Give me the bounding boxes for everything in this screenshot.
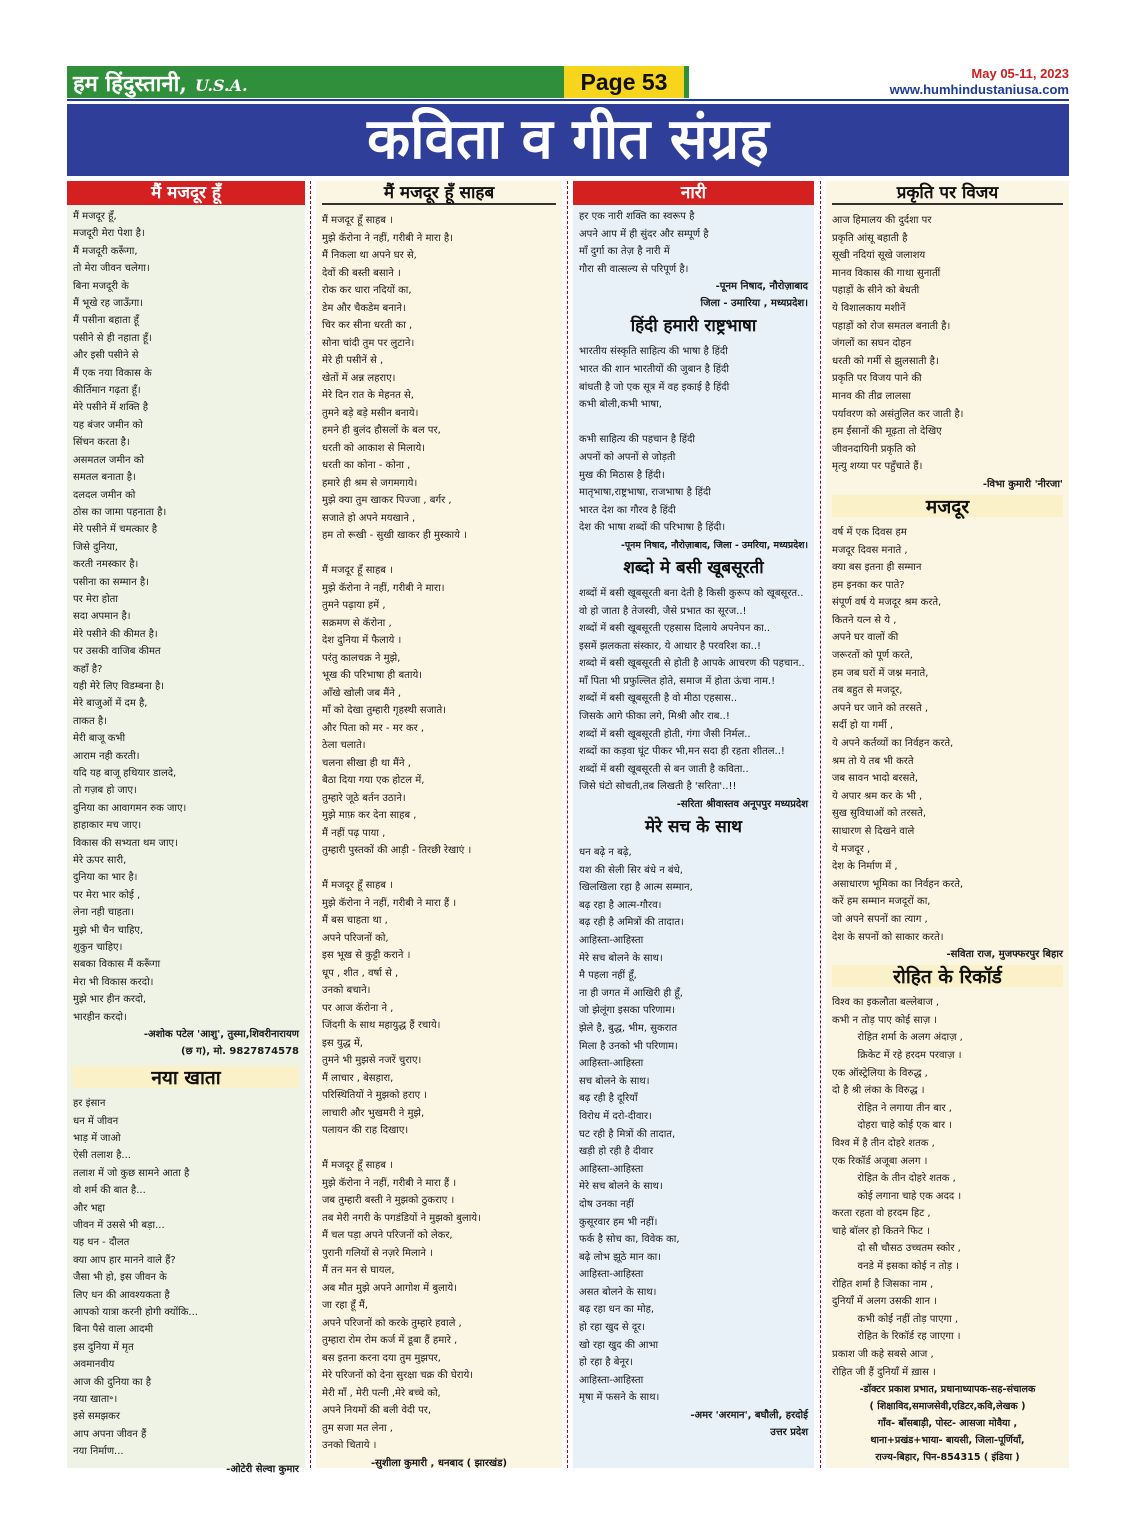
poem-title: शब्दो मे बसी खूबसूरती: [579, 556, 808, 578]
column-1: [67, 181, 305, 1475]
column-divider: [567, 181, 568, 1468]
poem-byline: -ओटेरी सेल्वा कुमार: [226, 1463, 299, 1475]
publication-usa: U.S.A.: [194, 76, 248, 95]
poem-text: विश्व का इकलौता बल्लेबाज , कभी न तोड़ पाए कोई साज़ । रोहित शर्मा के अलग अंदाज़ , क्रिकेट में रहे हरदम परवाज़ । एक ऑस्ट्रेलिया के विरुद्ध , दो है श्री लंका के विरुद्ध । रोहित ने लगाया तीन बार , दोहरा चाहे कोई एक बार । विश्व में है तीन दोहरे शतक , एक रिकॉर्ड अजूबा अलग । रोहित के तीन दोहरे शतक , कोई लगाना चाहे एक अदद । करता रहता वो हरदम हिट , चाहे बॉलर हो कितने फिट । दो सौ चौसठ उच्चतम स्कोर , वनडे में इसका कोई न तोड़ । रोहित शर्मा है जिसका नाम , दुनियाँ में अलग उसकी शान । कभी कोई नहीं तोड़ पाएगा , रोहित के रिकॉर्ड रह जाएगा । प्रकाश जी कहे सबसे आज , रोहित जी हैं दुनियाँ में ख़ास ।: [832, 997, 963, 1378]
poem-byline: -विभा कुमारी 'नीरजा': [982, 478, 1063, 490]
poem-title: नया खाता: [73, 1066, 299, 1088]
column-4: [826, 181, 1069, 1468]
page-number: Page 53: [564, 66, 684, 98]
poem-text: वर्ष में एक दिवस हम मजदूर दिवस मनाते , क्या बस इतना ही सम्मान हम इनका कर पाते? संपूर्ण वर्ष ये मजदूर श्रम करते, कितने यत्न से ये , अपने घर वालों की जरूरतों को पूर्ण करते, हम जब घरों में जश्न मनाते, तब बहुत से मजदूर, अपने घर जाने को तरसते , सर्दी हो या गर्मी , ये अपने कर्तव्यों का निर्वहन करते, श्रम तो ये तब भी करते जब सावन भादो बरसते, ये अपार श्रम कर के भी , सुख सुविधाओं को तरसते, साधारण से दिखने वाले ये मजदूर , देश के निर्माण में , असाधारण भूमिका का निर्वहन करते, करें हम सम्मान मजदूरों का, जो अपने सपनों का त्याग , देश के सपनों को साकार करते।: [832, 526, 964, 943]
poem-text: मैं मजदूर हूँ, मजदूरी मेरा पेशा है। मैं मजदूरी करूँगा, तो मेरा जीवन चलेगा। बिना मजदूरी के मैं भूखे रह जाऊँगा। मैं पसीना बहाता हूँ पसीने से ही नहाता हूँ। और इसी पसीने से मैं एक नया विकास के कीर्तिमान गढ़ता हूँ। मेरे पसीने में शक्ति है यह बंजर जमीन को सिंचन करता है। असमतल जमीन को समतल बनाता है। दलदल जमीन को ठोस का जामा पहनाता है। मेरे पसीने में चमत्कार है जिसे दुनिया, करती नमस्कार है। पसीना का सम्मान है। पर मेरा होता सदा अपमान है। मेरे पसीने की कीमत है। पर उसकी वाजिब कीमत कहाँ है? यही मेरे लिए विडम्बना है। मेरे बाजुओं में दम है, ताकत है। मेरी बाजू कभी आराम नही करती। यदि यह बाजू हथियार डालदे, तो गज़ब हो जाए। दुनिया का आवागमन रुक जाए। हाहाकार मच जाए। विकास की सभ्यता थम जाए। मेरे ऊपर सारी, दुनिया का भार है। पर मेरा भार कोई , लेना नही चाहता। मुझे भी चैन चाहिए, शुकुन चाहिए। सबका विकास मैं करूँगा मेरा भी विकास करदो। मुझे भार हीन करदो, भारहीन करदो।: [73, 211, 187, 1023]
website-link[interactable]: www.humhindustaniusa.com: [889, 82, 1069, 97]
masthead-bar: [67, 66, 689, 98]
poem-text: धन बढ़े न बढ़े, यश की सेली सिर बंधे न बंधे, खिलखिला रहा है आत्म सम्मान, बढ़ रहा है आत्म-गौरव। बढ़ रही है अमित्रों की तादात। आहिस्ता-आहिस्ता मेरे सच बोलने के साथ। मै पहला नहीं हूँ, ना ही जगत में आखिरी ही हूँ, जो झेलूंगा इसका परिणाम। झेले है, बुद्ध, भीम, सुकरात मिला है उनको भी परिणाम। आहिस्ता-आहिस्ता सच बोलने के साथ। बढ़ रही है दूरियाँ विरोध में दरो-दीवार। घट रही है मित्रों की तादात, खड़ी हो रही है दीवार आहिस्ता-आहिस्ता मेरे सच बोलने के साथ। दोष उनका नहीं कुसूरवार हम भी नहीं। फर्क है सोच का, विवेक का, बढ़े लोभ झूठे मान का। आहिस्ता-आहिस्ता असत बोलने के साथ। बढ़ रहा धन का मोह, हो रहा खुद से दूर। खो रहा खुद की आभा हो रहा है बेनूर। आहिस्ता-आहिस्ता मृषा में फसने के साथ।: [579, 847, 693, 1404]
poem-title: मेरे सच के साथ: [579, 815, 808, 837]
poem-title: हिंदी हमारी राष्ट्रभाषा: [579, 314, 808, 336]
poem-text: शब्दों में बसी खूबसूरती बना देती है किसी कुरूप को खूबसूरत.. वो हो जाता है तेजस्वी, जैसे प्रभात का सूरज..! शब्दों में बसी खूबसूरती एहसास दिलाये अपनेपन का.. इसमें झलकता संस्कार, ये आधार है परवरिश का..! शब्दो में बसी खूबसूरती से होती है आपके आचरण की पहचान.. माँ पिता भी प्रफुल्लित होते, समाज में होता ऊंचा नाम.! शब्दों में बसी खूबसूरती है वो मीठा एहसास.. जिसके आगे फीका लगे, मिश्री और राब..! शब्दों में बसी खूबसूरती होती, गंगा जैसी निर्मल.. शब्दों का कड़वा घूंट पीकर भी,मन सदा ही रहता शीतल..! शब्दों में बसी खूबसूरती से बन जाती है कविता.. जिसे घंटो सोचती,तब लिखती है 'सरिता'..!!: [579, 587, 805, 793]
poem-text: हर एक नारी शक्ति का स्वरूप है अपने आप में ही सुंदर और सम्पूर्ण है माँ दुर्गा का तेज़ है नारी में गौरा सी वात्सल्य से परिपूर्ण है।: [579, 211, 709, 275]
poem-title: प्रकृति पर विजय: [832, 181, 1063, 205]
poem-byline: -सरिता श्रीवास्तव अनूपपुर मध्यप्रदेश: [676, 799, 808, 811]
issue-date: May 05-11, 2023: [971, 66, 1069, 81]
poem-title: मजदूर: [832, 495, 1063, 517]
poem-title: मैं मजदूर हूँ साहब: [322, 181, 556, 205]
poem-byline: -पूनम निषाद, नौरोज़ाबाद, जिला - उमरिया, मध्यप्रदेश।: [621, 539, 808, 551]
column-divider: [820, 181, 821, 1468]
poem-title: नारी: [573, 181, 814, 205]
poem-byline: -डॉक्टर प्रकाश प्रभात, प्रधानाध्यापक-सह-संचालक ( शिक्षाविद,समाजसेवी,एडिटर,कवि,लेखक ) गाँव- बाँसबाड़ी, पोस्ट- आसजा मोवैया , थाना+प्रखंड+भाया- बायसी, जिला-पूर्णियाँ, राज्य-बिहार, पिन-854315 ( इंडिया ): [859, 1384, 1036, 1464]
poem-byline: -अशोक पटेल 'आशु', तुस्मा,शिवरीनारायण (छ ग), मो. 9827874578: [143, 1029, 299, 1058]
poem-byline: -सुशीला कुमारी , धनबाद ( झारखंड): [370, 1457, 508, 1469]
poem-text: हर इंसान धन में जीवन भाड़ में जाओ ऐसी तलाश है... तलाश में जो कुछ सामने आता है वो शर्म की बात है... और भद्दा जीवन में उससे भी बड़ा... यह धन - दौलत क्या आप हार मानने वाले हैं? जैसा भी हो, इस जीवन के लिए धन की आवश्यकता है आपको यात्रा करनी होगी क्योंकि... बिना पैसे वाला आदमी इस दुनिया में मृत अवमानवीय आज की दुनिया का है नया खाता॰। इसे समझकर आप अपना जीवन हैं नया निर्माण...: [73, 1098, 198, 1458]
poem-text: मैं मजदूर हूँ साहब । मुझे कॅरोना ने नहीं, गरीबी ने मारा है। मैं निकला था अपने घर से, देवों की बस्ती बसाने । रोक कर धारा नदियों का, डेम और चैकडेम बनाने। चिर कर सीना धरती का , सोना चांदी तुम पर लुटाने। मेरे ही पसीनें से , खेतों में अन्न लहराए। मेरे दिन रात के मेहनत से, तुमने बड़े बड़े मसीन बनाये। हमने ही बुलंद हौसलों के बल पर, धरती को आकाश से मिलाये। धरती का कोना - कोना , हमारे ही श्रम से जगमगाये। मुझे क्या तुम खाकर पिज्जा , बर्गर , सजाते हो अपने मयखाने , हम तो रूखी - सुखी खाकर ही मुस्काये । मैं मजदूर हूँ साहब । मुझे कॅरोना ने नहीं, गरीबी ने मारा। तुमने पढ़ाया हमें , सक्रमण से कॅरोना , देश दुनिया में फैलाये । परंतु कालचक्र ने मुझे, भूख की परिभाषा ही बताये। आँखे खोली जब मैंने , माँ को देखा तुम्हारी गृहस्थी सजाते। और पिता को मर - मर कर , ठेला चलाते। चलना सीखा ही था मैंने , बैठा दिया गया एक होटल में, तुम्हारे जूठे बर्तन उठाने। मुझे माफ़ कर देना साहब , मैं नहीं पढ़ पाया , तुम्हारी पुस्तकों की आड़ी - तिरछी रेखाएं । मैं मजदूर हूँ साहब । मुझे कॅरोना ने नहीं, गरीबी ने मारा हैं । मैं बस चाहता था , अपने परिजनों को, इस भूख से कुट्टी कराने । धूप , शीत , वर्षा से , उनको बचाने। पर आज कॅरोना ने , जिंदगी के साथ महायुद्ध हैं रचाये। इस युद्ध में, तुमने भी मुझसे नजरें चुराए। मैं लाचार , बेसहारा, परिस्थितियों ने मुझको हराए । लाचारी और भुखमरी ने मुझे, पलायन की राह दिखाए। मैं मजदूर हूँ साहब । मुझे कॅरोना ने नहीं, गरीबी ने मारा हैं । जब तुम्हारी बस्ती ने मुझको ठुकराए । तब मेरी नगरी के पगडंडियों ने मुझको बुलाये। मैं चल पड़ा अपने परिजनों को लेकर, पुरानी गलियों से नज़रे मिलाने । मैं तन मन से घायल, अब मौत मुझे अपने आगोश में बुलाये। जा रहा हूँ मैं, अपने परिजनों को करके तुम्हारे हवाले , तुम्हारा रोम रोम कर्ज में डूबा हैं हमारे , बस इतना करना दया तुम मुझपर, मेरे परिजनों को देना सुरक्षा चक्र की घेराये। मेरी माँ , मेरी पत्नी ,मेरे बच्चे को, अपने नियमों की बली वेदी पर, तुम सजा मत लेना , उनको चिताये ।: [322, 215, 481, 1451]
poem-byline: -अमर 'अरमान', बघौली, हरदोई उत्तर प्रदेश: [690, 1410, 808, 1439]
poem-title: मैं मजदूर हूँ: [67, 181, 305, 205]
poem-text: आज हिमालय की दुर्दशा पर प्रकृति आंसू बहाती है सूखी नदियां सूखे जलाशय मानव विकास की गाथा सुनातीं पहाड़ों के सीने को बेधती ये विशालकाय मशीनें पहाड़ों को रोज समतल बनाती है। जंगलों का सघन दोहन धरती को गर्मी से झुलसाती है। प्रकृति पर विजय पाने की मानव की तीव्र लालसा पर्यावरण को असंतुलित कर जाती है। हम ईंसानों की मूढ़ता तो देखिए जीवनदायिनी प्रकृति को मृत्यु शय्या पर पहुँचाते हैं।: [832, 215, 964, 473]
column-divider: [310, 181, 311, 1468]
column-3: [573, 181, 814, 1468]
poem-byline: -पूनम निषाद, नौरोज़ाबाद जिला - उमारिया , मध्यप्रदेश।: [700, 281, 808, 310]
publication-name: हम हिंदुस्तानी, U.S.A.: [73, 71, 248, 97]
masthead-rule: [67, 99, 1069, 101]
poem-byline: -सविता राज, मुजफ्फरपुर बिहार: [946, 949, 1063, 961]
poem-title: रोहित के रिकॉर्ड: [832, 965, 1063, 987]
section-banner: कविता व गीत संग्रह: [67, 104, 1069, 176]
column-2: [316, 181, 562, 1468]
poem-text: भारतीय संस्कृति साहित्य की भाषा है हिंदी भारत की शान भारतीयों की जुबान है हिंदी बांधती है जो एक सूत्र में वह इकाई है हिंदी कभी बोली,कभी भाषा, कभी साहित्य की पहचान है हिंदी अपनों को अपनों से जोड़ती मुख की मिठास है हिंदी। मातृभाषा,राष्ट्रभाषा, राजभाषा है हिंदी भारत देश का गौरव है हिंदी देश की भाषा शब्दों की परिभाषा है हिंदी।: [579, 346, 730, 534]
